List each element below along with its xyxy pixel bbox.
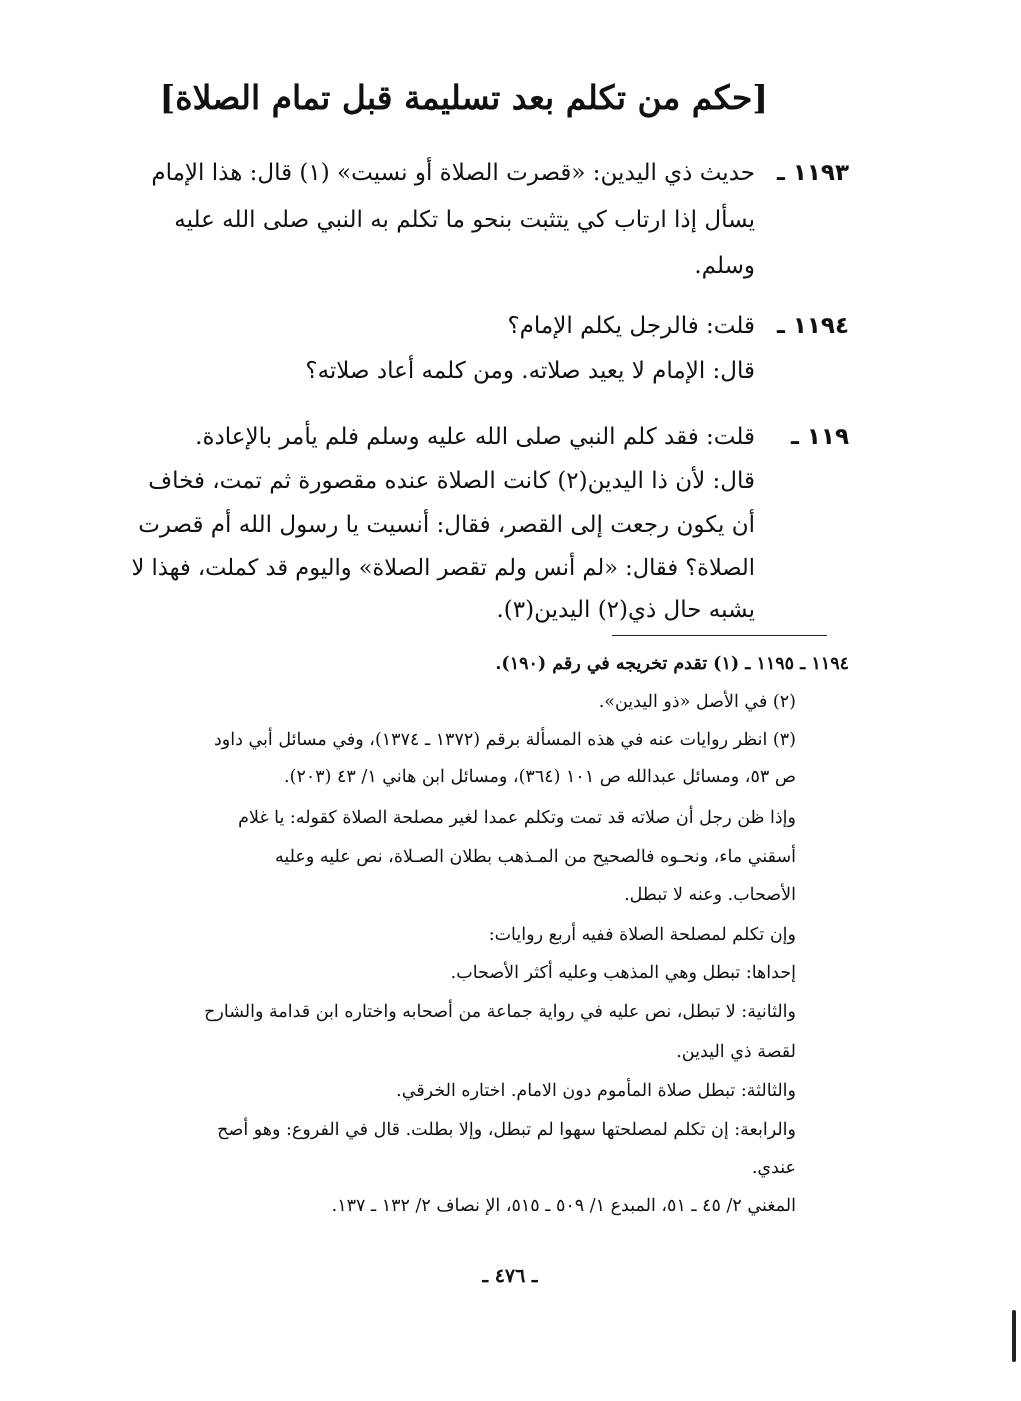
footnote-line: أسقني ماء، ونحـوه فالصحيح من المـذهب بطلان الصـلاة، نص عليه وعليه: [274, 847, 796, 867]
entry-1195-line-2: قال: لأن ذا اليدين(٢) كانت الصلاة عنده مقصورة ثم تمت، فخاف: [148, 468, 755, 494]
footnote-line: وإذا ظن رجل أن صلاته قد تمت وتكلم عمدا لغير مصلحة الصلاة كقوله: يا غلام: [238, 808, 796, 828]
footnote-line: لقصة ذي اليدين.: [676, 1042, 796, 1062]
footnote-line: وإن تكلم لمصلحة الصلاة ففيه أربع روايات:: [488, 925, 796, 945]
section-title: [حكم من تكلم بعد تسليمة قبل تمام الصلاة]: [159, 78, 768, 117]
entry-1195-line-5: يشبه حال ذي(٢) اليدين(٣).: [496, 597, 755, 623]
entry-number-1194: ١١٩٤ ـ: [776, 313, 849, 339]
footnote-line: والثانية: لا تبطل، نص عليه في رواية جماعة من أصحابه واختاره ابن قدامة والشارح: [204, 1002, 796, 1022]
scan-edge-mark: [1012, 1310, 1016, 1362]
entry-1195-line-3: أن يكون رجعت إلى القصر، فقال: أنسيت يا رسول الله أم قصرت: [138, 512, 755, 538]
footnote-line: عندي.: [751, 1158, 796, 1178]
footnote-line: المغني ٢/ ٤٥ ـ ٥١، المبدع ١/ ٥٠٩ ـ ٥١٥، الإ نصاف ٢/ ١٣٢ ـ ١٣٧.: [331, 1196, 796, 1216]
entry-1194-line-1: قلت: فالرجل يكلم الإمام؟: [507, 313, 755, 339]
entry-1194-line-2: قال: الإمام لا يعيد صلاته. ومن كلمه أعاد صلاته؟: [305, 358, 755, 384]
page-number: ـ ٤٧٦ ـ: [482, 1265, 538, 1287]
footnote-line: ص ٥٣، ومسائل عبدالله ص ١٠١ (٣٦٤)، ومسائل ابن هاني ١/ ٤٣ (٢٠٣).: [284, 767, 796, 787]
entry-1195-line-4: الصلاة؟ فقال: «لم أنس ولم تقصر الصلاة» واليوم قد كملت، فهذا لا: [131, 555, 755, 581]
footnote-line: (٣) انظر روايات عنه في هذه المسألة برقم (١٣٧٢ ـ ١٣٧٤)، وفي مسائل أبي داود: [213, 730, 796, 750]
entry-1195-line-1: قلت: فقد كلم النبي صلى الله عليه وسلم فلم يأمر بالإعادة.: [195, 424, 755, 450]
entry-number-1193: ١١٩٣ ـ: [776, 160, 849, 186]
entry-number-1195: ١١٩ ـ: [791, 424, 849, 450]
footnote-line: (٢) في الأصل «ذو اليدين».: [598, 692, 796, 712]
footnote-line: والثالثة: تبطل صلاة المأموم دون الامام. اختاره الخرقي.: [396, 1081, 796, 1101]
footnote-line: إحداها: تبطل وهي المذهب وعليه أكثر الأصحاب.: [450, 963, 796, 983]
entry-1193-line-1: حديث ذي اليدين: «قصرت الصلاة أو نسيت» (١) قال: هذا الإمام: [151, 160, 755, 186]
footnote-line: الأصحاب. وعنه لا تبطل.: [624, 885, 796, 905]
entry-1193-line-3: وسلم.: [694, 253, 755, 279]
footnote-line: ١١٩٤ ـ ١١٩٥ ـ (١) تقدم تخريجه في رقم (١٩٠).: [495, 654, 849, 674]
footnote-line: والرابعة: إن تكلم لمصلحتها سهوا لم تبطل، وإلا بطلت. قال في الفروع: وهو أصح: [217, 1120, 796, 1140]
entry-1193-line-2: يسأل إذا ارتاب كي يتثبت بنحو ما تكلم به النبي صلى الله عليه: [174, 207, 755, 233]
footnote-separator: [612, 635, 827, 636]
